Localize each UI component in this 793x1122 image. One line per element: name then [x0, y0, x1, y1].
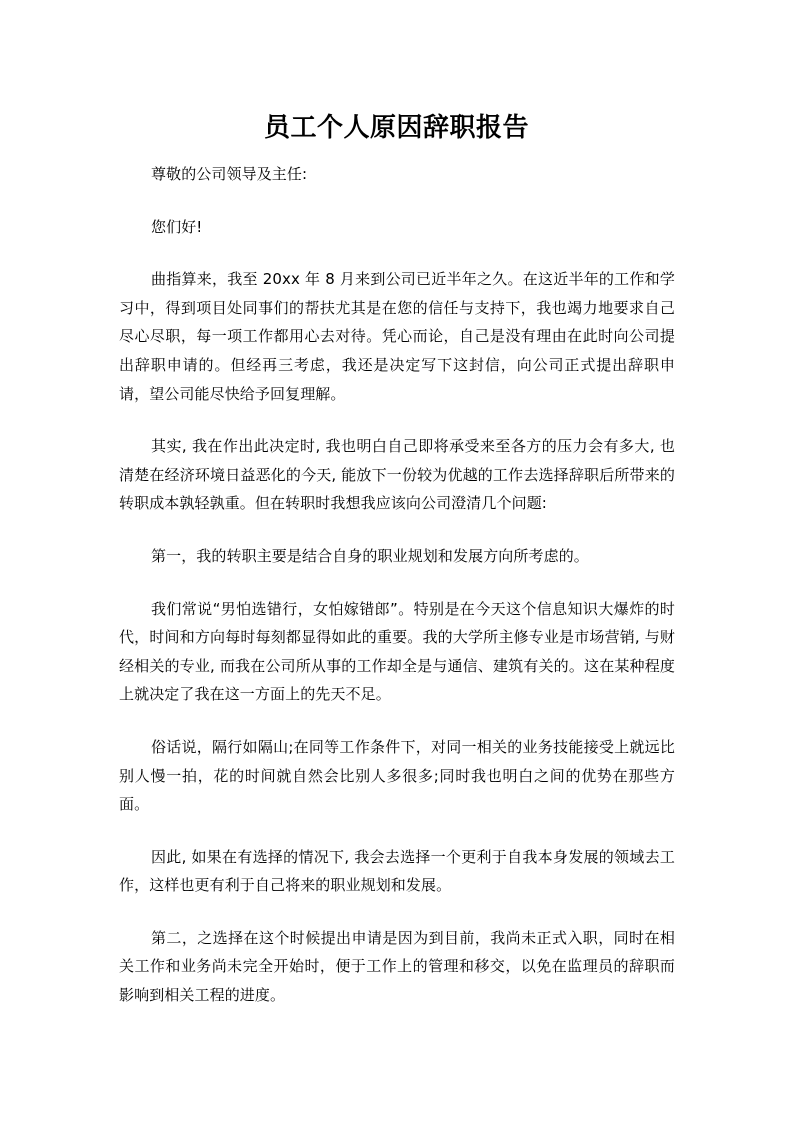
paragraph-therefore: 因此, 如果在有选择的情况下, 我会去选择一个更利于自我本身发展的领域去工作，这样也更有利于自己将来的职业规划和发展。 [119, 847, 675, 895]
document-title: 员工个人原因辞职报告 [263, 113, 529, 143]
paragraph-proverb: 俗话说，隔行如隔山;在同等工作条件下，对同一相关的业务技能接受上就远比别人慢一拍，花的时间就自然会比别人多很多;同时我也明白之间的优势在那些方面。 [119, 737, 675, 814]
paragraph-point-two: 第二，之选择在这个时候提出申请是因为到目前，我尚未正式入职，同时在相关工作和业务尚未完全开始时，便于工作上的管理和移交，以免在监理员的辞职而影响到相关工程的进度。 [119, 928, 675, 1005]
salutation: 尊敬的公司领导及主任: [151, 165, 308, 183]
paragraph-career-choice: 我们常说“男怕选错行，女怕嫁错郎”。特别是在今天这个信息知识大爆炸的时代，时间和方向每时每刻都显得如此的重要。我的大学所主修专业是市场营销, 与财经相关的专业, 而我在公司所从事的工作却全是与通信、建筑有关的。这在某种程度上就决定了我在这一方面上的先天不足。 [119, 599, 675, 704]
paragraph-point-one: 第一，我的转职主要是结合自身的职业规划和发展方向所考虑的。 [151, 546, 589, 565]
document-body [119, 160, 675, 1034]
greeting: 您们好! [151, 217, 203, 236]
paragraph-decision: 其实, 我在作出此决定时, 我也明白自己即将承受来至各方的压力会有多大, 也清楚在经济环境日益恶化的今天, 能放下一份较为优越的工作去选择辞职后所带来的转职成本孰轻孰重。但在转职时我想我应该向公司澄清几个问题: [119, 437, 675, 513]
paragraph-intro: 曲指算来，我至 20xx 年 8 月来到公司已近半年之久。在这近半年的工作和学习中，得到项目处同事们的帮扶尤其是在您的信任与支持下，我也竭力地要求自己尽心尽职，每一项工作都用心去对待。凭心而论，自己是没有理由在此时向公司提出辞职申请的。但经再三考虑，我还是决定写下这封信，向公司正式提出辞职申请，望公司能尽快给予回复理解。 [119, 270, 675, 403]
